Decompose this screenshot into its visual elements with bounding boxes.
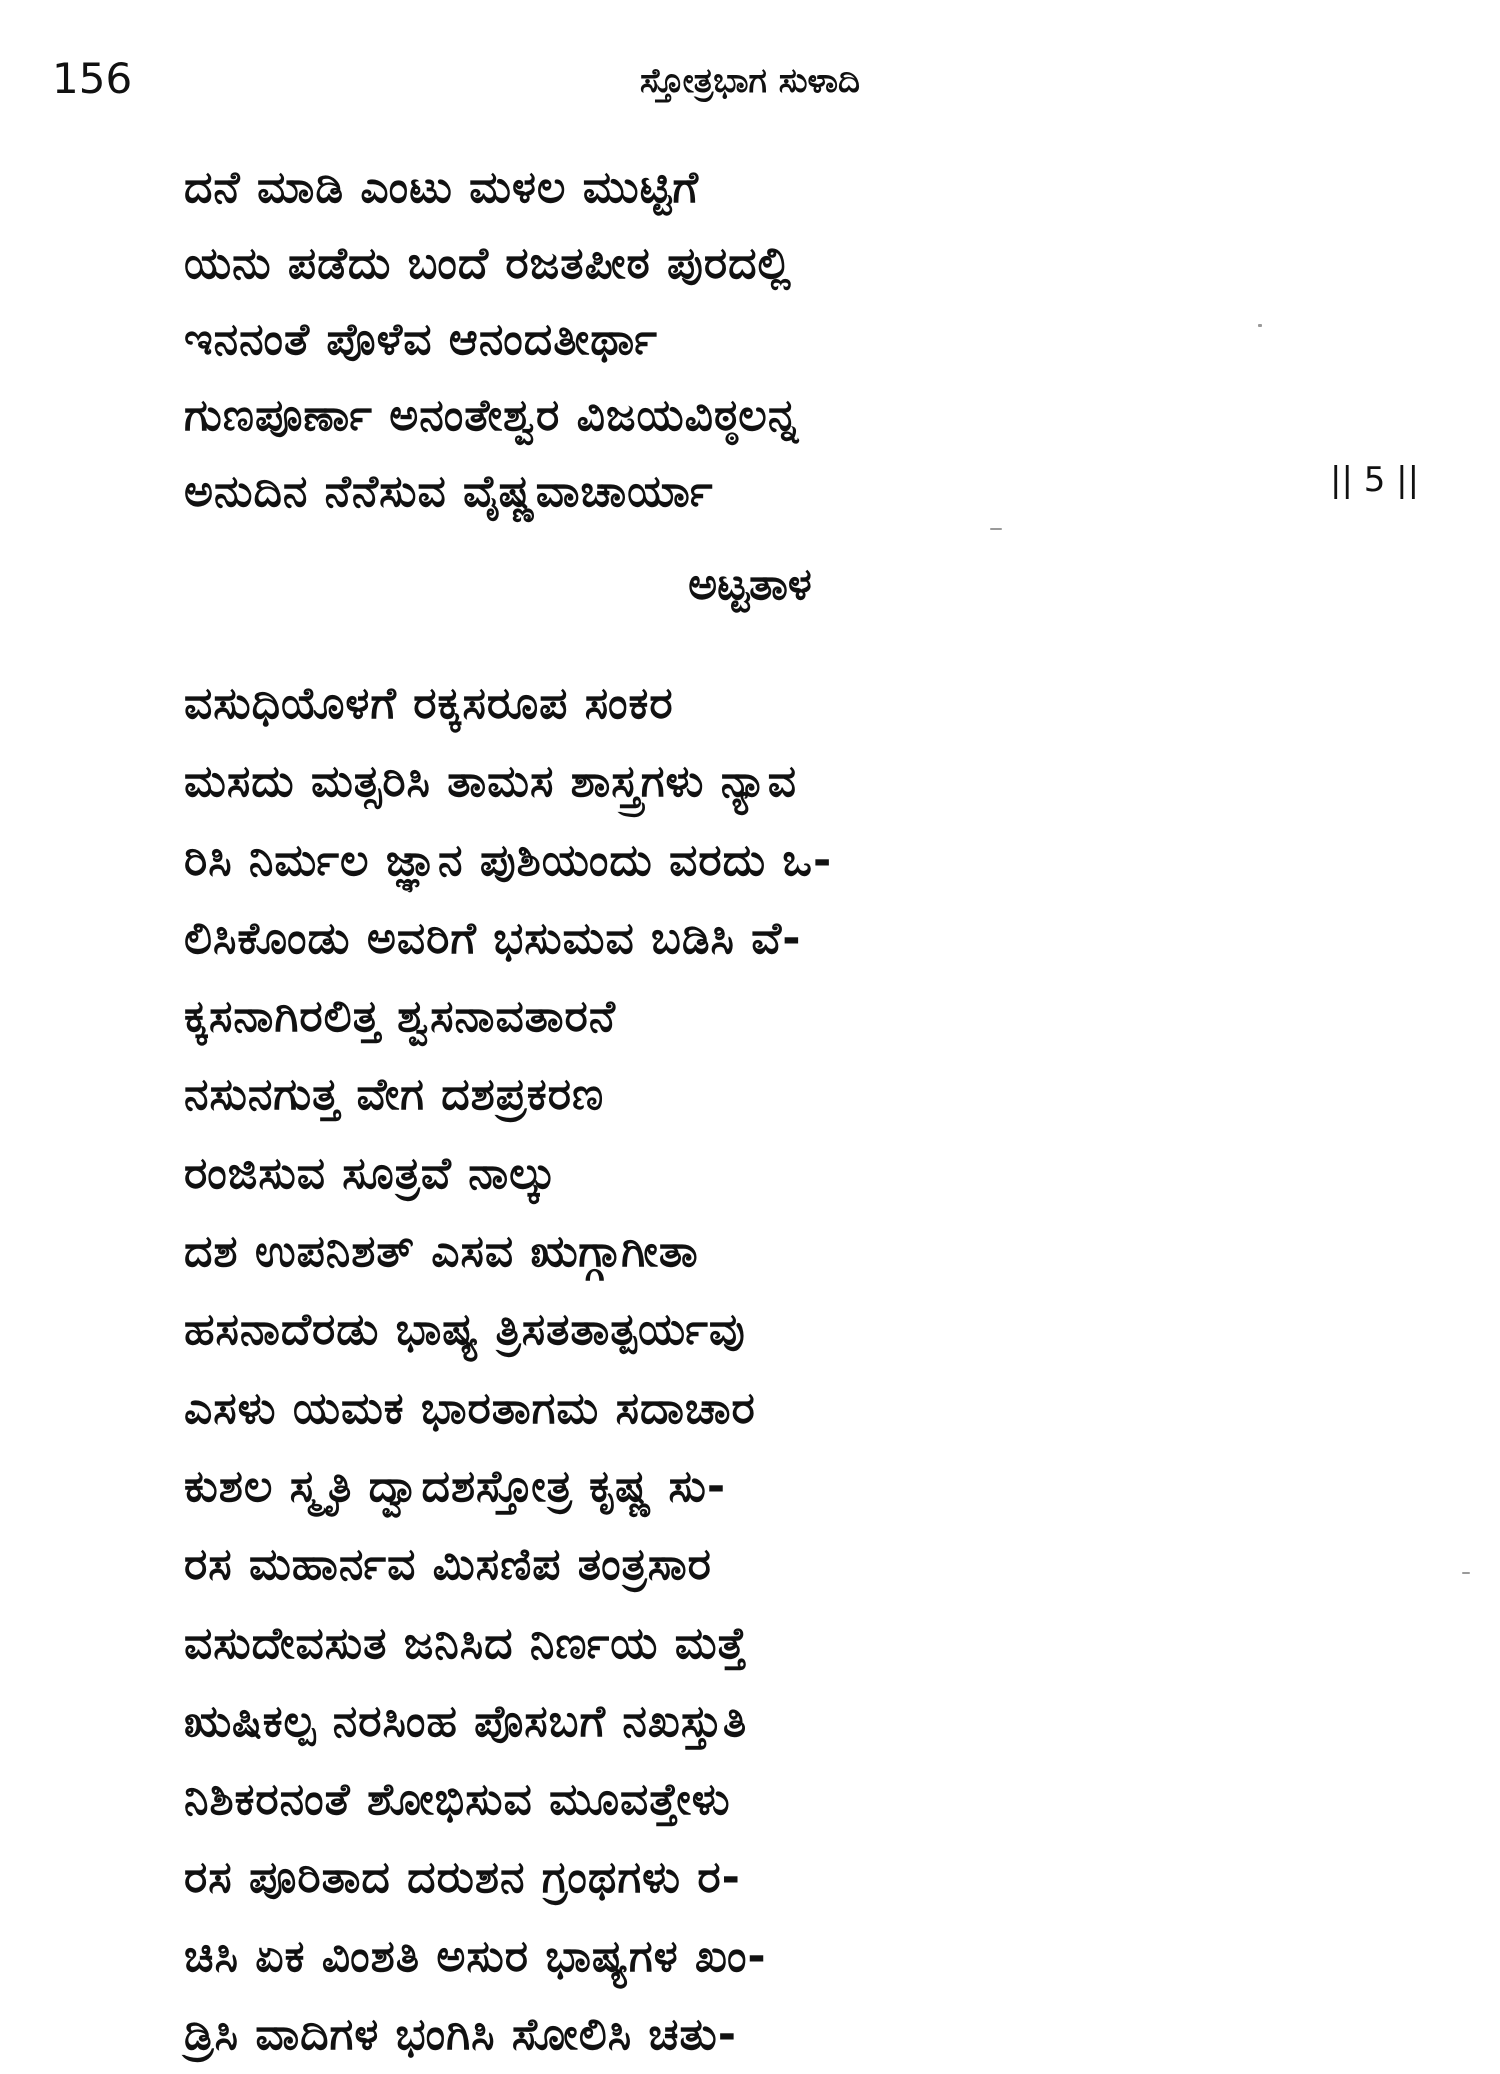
verse-line: ರಸ ಪೂರಿತಾದ ದರುಶನ ಗ್ರಂಥಗಳು ರ- [184, 1852, 741, 1904]
verse-line: ನಸುನಗುತ್ತ ವೇಗ ದಶಪ್ರಕರಣ [184, 1069, 605, 1121]
verse-line: ಅನುದಿನ ನೆನೆಸುವ ವೈಷ್ಣವಾಚಾರ್ಯಾ [184, 466, 714, 517]
verse-line: ವಸುಧಿಯೊಳಗೆ ರಕ್ಕಸರೂಪ ಸಂಕರ [184, 678, 674, 729]
verse-line: ರಂಜಿಸುವ ಸೂತ್ರವೆ ನಾಲ್ಕು [184, 1147, 557, 1199]
verse-line: ಕುಶಲ ಸ್ಮೃತಿ ದ್ವಾದಶಸ್ತೋತ್ರ ಕೃಷ್ಣ ಸು- [184, 1460, 727, 1512]
running-title: ಸ್ತೋತ್ರಭಾಗ ಸುಳಾದಿ [640, 61, 860, 101]
verse-line: ಇನನಂತೆ ಪೊಳೆವ ಆನಂದತೀರ್ಥಾ [184, 314, 658, 365]
verse-line: ಡ್ರಿಸಿ ವಾದಿಗಳ ಭಂಗಿಸಿ ಸೋಲಿಸಿ ಚತು- [184, 2009, 738, 2061]
verse-line: ಚಿಸಿ ಏಕ ವಿಂಶತಿ ಅಸುರ ಭಾಷ್ಯಗಳ ಖಂ- [184, 1930, 767, 1982]
verse-line: ಯನು ಪಡೆದು ಬಂದೆ ರಜತಪೀಠ ಪುರದಲ್ಲಿ [184, 238, 792, 289]
verse-line: ದಶ ಉಪನಿಶತ್ ಎಸವ ಋಗ್ಗಾಗೀತಾ [184, 1226, 699, 1278]
verse-line: ವಸುದೇವಸುತ ಜನಿಸಿದ ನಿರ್ಣಯ ಮತ್ತೆ [184, 1617, 748, 1669]
verse-line: ಕ್ಕಸನಾಗಿರಲಿತ್ತ ಶ್ವಸನಾವತಾರನೆ [184, 991, 617, 1043]
verse-line: ನಿಶಿಕರನಂತೆ ಶೋಭಿಸುವ ಮೂವತ್ತೇಳು [184, 1774, 731, 1826]
verse-number-marker: || 5 || [1330, 460, 1420, 500]
verse-line: ಲಿಸಿಕೊಂಡು ಅವರಿಗೆ ಭಸುಮವ ಬಡಿಸಿ ವೆ- [184, 912, 802, 964]
verse-line: ದನೆ ಮಾಡಿ ಎಂಟು ಮಳಲ ಮುಟ್ಟಿಗೆ [184, 162, 700, 213]
verse-line: ರಿಸಿ ನಿರ್ಮಲ ಜ್ಞಾನ ಪುಶಿಯಂದು ವರದು ಒ- [184, 834, 833, 886]
scan-speck [990, 528, 1002, 530]
verse-line: ರಸ ಮಹಾರ್ನವ ಮಿಸಣಿಪ ತಂತ್ರಸಾರ [184, 1539, 712, 1591]
stanza-two [184, 665, 832, 2074]
verse-line: ಎಸಳು ಯಮಕ ಭಾರತಾಗಮ ಸದಾಚಾರ [184, 1382, 756, 1434]
stanza-one [184, 150, 799, 530]
scan-speck [1462, 1572, 1470, 1574]
verse-line: ಗುಣಪೂರ್ಣಾ ಅನಂತೇಶ್ವರ ವಿಜಯವಿಠ್ಠಲನ್ನ [184, 390, 800, 441]
scan-speck [1258, 324, 1262, 327]
section-heading: ಅಟ್ಟತಾಳ [688, 559, 812, 610]
verse-line: ಮಸದು ಮತ್ಸರಿಸಿ ತಾಮಸ ಶಾಸ್ತ್ರಗಳು ನ್ಯಾವ [184, 756, 798, 808]
verse-line: ಹಸನಾದೆರಡು ಭಾಷ್ಯ ತ್ರಿಸತತಾತ್ಪರ್ಯವು [184, 1304, 746, 1356]
page-number: 156 [52, 54, 133, 103]
verse-line: ಋಷಿಕಲ್ಪ ನರಸಿಂಹ ಪೊಸಬಗೆ ನಖಸ್ತುತಿ [184, 1695, 748, 1747]
